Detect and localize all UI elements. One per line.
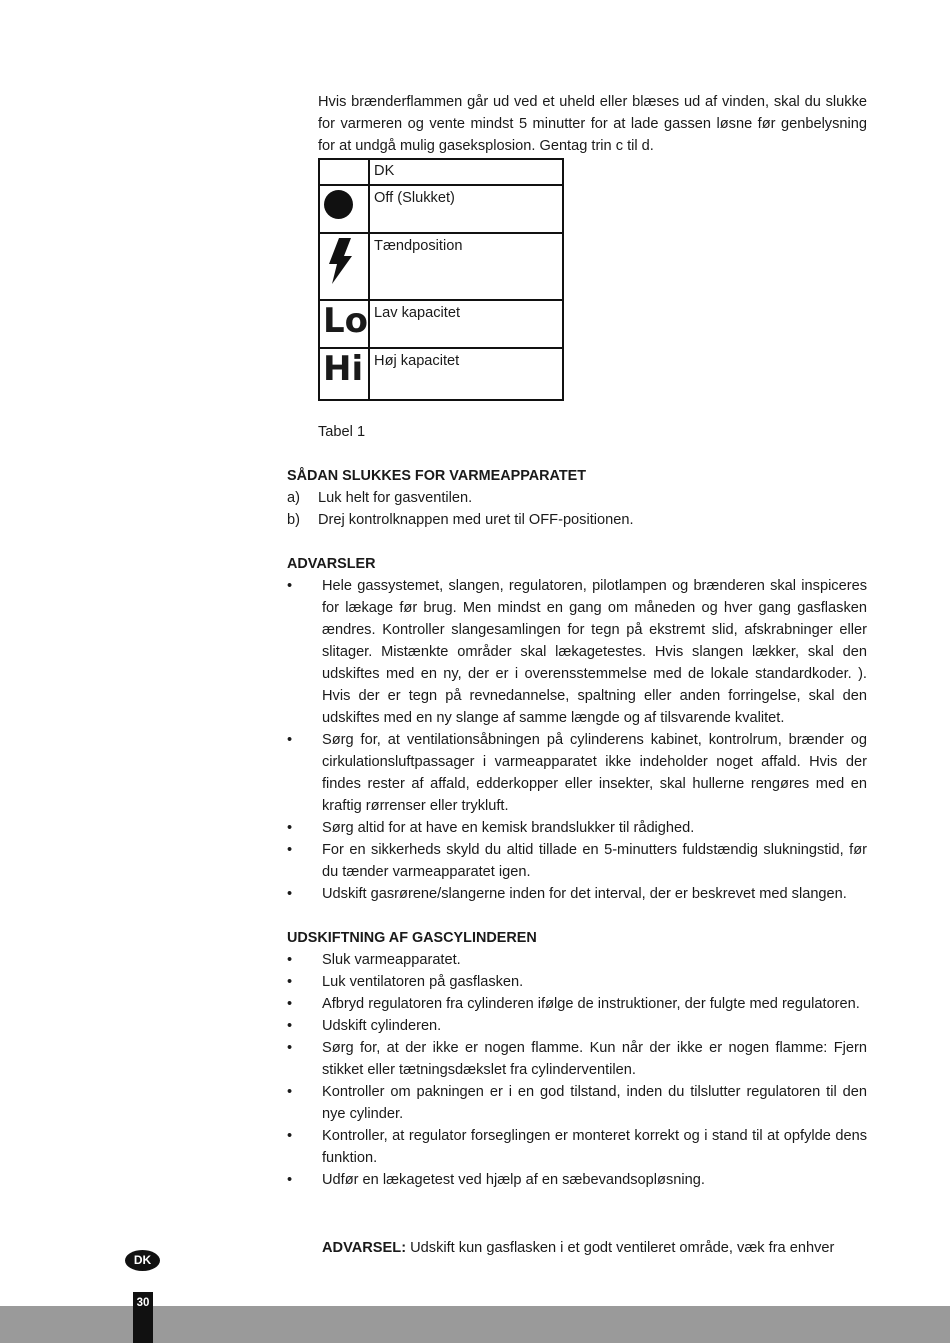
section-heading: SÅDAN SLUKKES FOR VARMEAPPARATET: [287, 468, 587, 484]
list-item: • Sluk varmeapparatet.: [287, 949, 867, 971]
list-item: • Afbryd regulatoren fra cylinderen ifølge de instruktioner, der fulgte med regulatoren.: [287, 993, 867, 1015]
table-header: DK: [369, 159, 563, 185]
list-item: [287, 509, 867, 531]
list-item: • Luk ventilatoren på gasflasken.: [287, 971, 867, 993]
list-item: [287, 487, 867, 509]
filled-circle-icon: [324, 190, 353, 219]
list-marker: b): [287, 512, 300, 528]
page-number: 30: [133, 1292, 153, 1343]
warning-note: [322, 1237, 867, 1259]
section-warnings: [287, 553, 867, 905]
intro-paragraph: Hvis brænderflammen går ud ved et uheld eller blæses ud af vinden, skal du slukke for varmeren og vente mindst 5 minutter for at lade gassen løsne før genbelysning for at undgå mulig gaseksplosion. Gentag trin c til d.: [318, 94, 867, 154]
bullet-list: [287, 949, 867, 1191]
symbol-table: [318, 158, 564, 401]
list-item: • Sørg for, at der ikke er nogen flamme. Kun når der ikke er nogen flamme: Fjern stikket eller tætningsdækslet fra cylinderventilen.: [287, 1037, 867, 1081]
section-replace-cylinder: [287, 927, 867, 1191]
table-row: [319, 300, 563, 348]
table-header-row: [319, 159, 563, 185]
table-row-label: Off (Slukket): [369, 185, 563, 233]
list-item: • Kontroller, at regulator forseglingen er monteret korrekt og i stand til at opfylde dens funktion.: [287, 1125, 867, 1169]
table-row-label: Høj kapacitet: [369, 348, 563, 400]
warning-label: ADVARSEL:: [322, 1240, 407, 1256]
list-item-text: Luk helt for gasventilen.: [318, 490, 473, 506]
list-item: • Udskift cylinderen.: [287, 1015, 867, 1037]
table-row: [319, 233, 563, 300]
bullet-list: [287, 575, 867, 905]
list-item: • Hele gassystemet, slangen, regulatoren, pilotlampen og brænderen skal inspiceres for lækage før brug. Men mindst en gang om måneden og hver gang gasflasken ændres. Kontroller slangesamlingen for tegn på ekstremt slid, afskrabninger eller slitager. Mistænkte områder skal lækagetestes. Hvis slangen lækker, skal den udskiftes med en ny, der er i overensstemmelse med de lokale standardkoder. ). Hvis der er tegn på revnedannelse, spaltning eller anden forringelse, skal den udskiftes med en ny slange af samme længde og af tilsvarende kvalitet.: [287, 575, 867, 729]
table-row: [319, 185, 563, 233]
table-caption: Tabel 1: [318, 424, 366, 440]
list-item: • Sørg altid for at have en kemisk brandslukker til rådighed.: [287, 817, 867, 839]
language-badge: DK: [125, 1250, 160, 1271]
lightning-icon: [325, 236, 355, 286]
section-heading: ADVARSLER: [287, 556, 376, 572]
list-item: • Udskift gasrørene/slangerne inden for det interval, der er beskrevet med slangen.: [287, 883, 867, 905]
table-row-label: Tændposition: [369, 233, 563, 300]
low-symbol: Lo: [323, 301, 369, 341]
table-row: [319, 348, 563, 400]
list-item: • For en sikkerheds skyld du altid tillade en 5-minutters fuldstændig slukningstid, før du tænder varmeapparatet igen.: [287, 839, 867, 883]
list-marker: a): [287, 490, 300, 506]
table-row-label: Lav kapacitet: [369, 300, 563, 348]
high-symbol: Hi: [323, 349, 364, 389]
section-heading: UDSKIFTNING AF GASCYLINDEREN: [287, 930, 537, 946]
list-item-text: Drej kontrolknappen med uret til OFF-positionen.: [318, 512, 634, 528]
warning-text: Udskift kun gasflasken i et godt ventileret område, væk fra enhver: [406, 1240, 835, 1256]
list-item: • Kontroller om pakningen er i en god tilstand, inden du tilslutter regulatoren til den nye cylinder.: [287, 1081, 867, 1125]
section-turn-off: [287, 465, 867, 531]
list-item: • Udfør en lækagetest ved hjælp af en sæbevandsopløsning.: [287, 1169, 867, 1191]
list-item: • Sørg for, at ventilationsåbningen på cylinderens kabinet, kontrolrum, brænder og cirkulationsluftpassager i varmeapparatet ikke indeholder noget affald. Hvis der findes rester af affald, edderkopper eller insekter, skal hullerne rengøres med en kraftig rørrenser eller trykluft.: [287, 729, 867, 817]
